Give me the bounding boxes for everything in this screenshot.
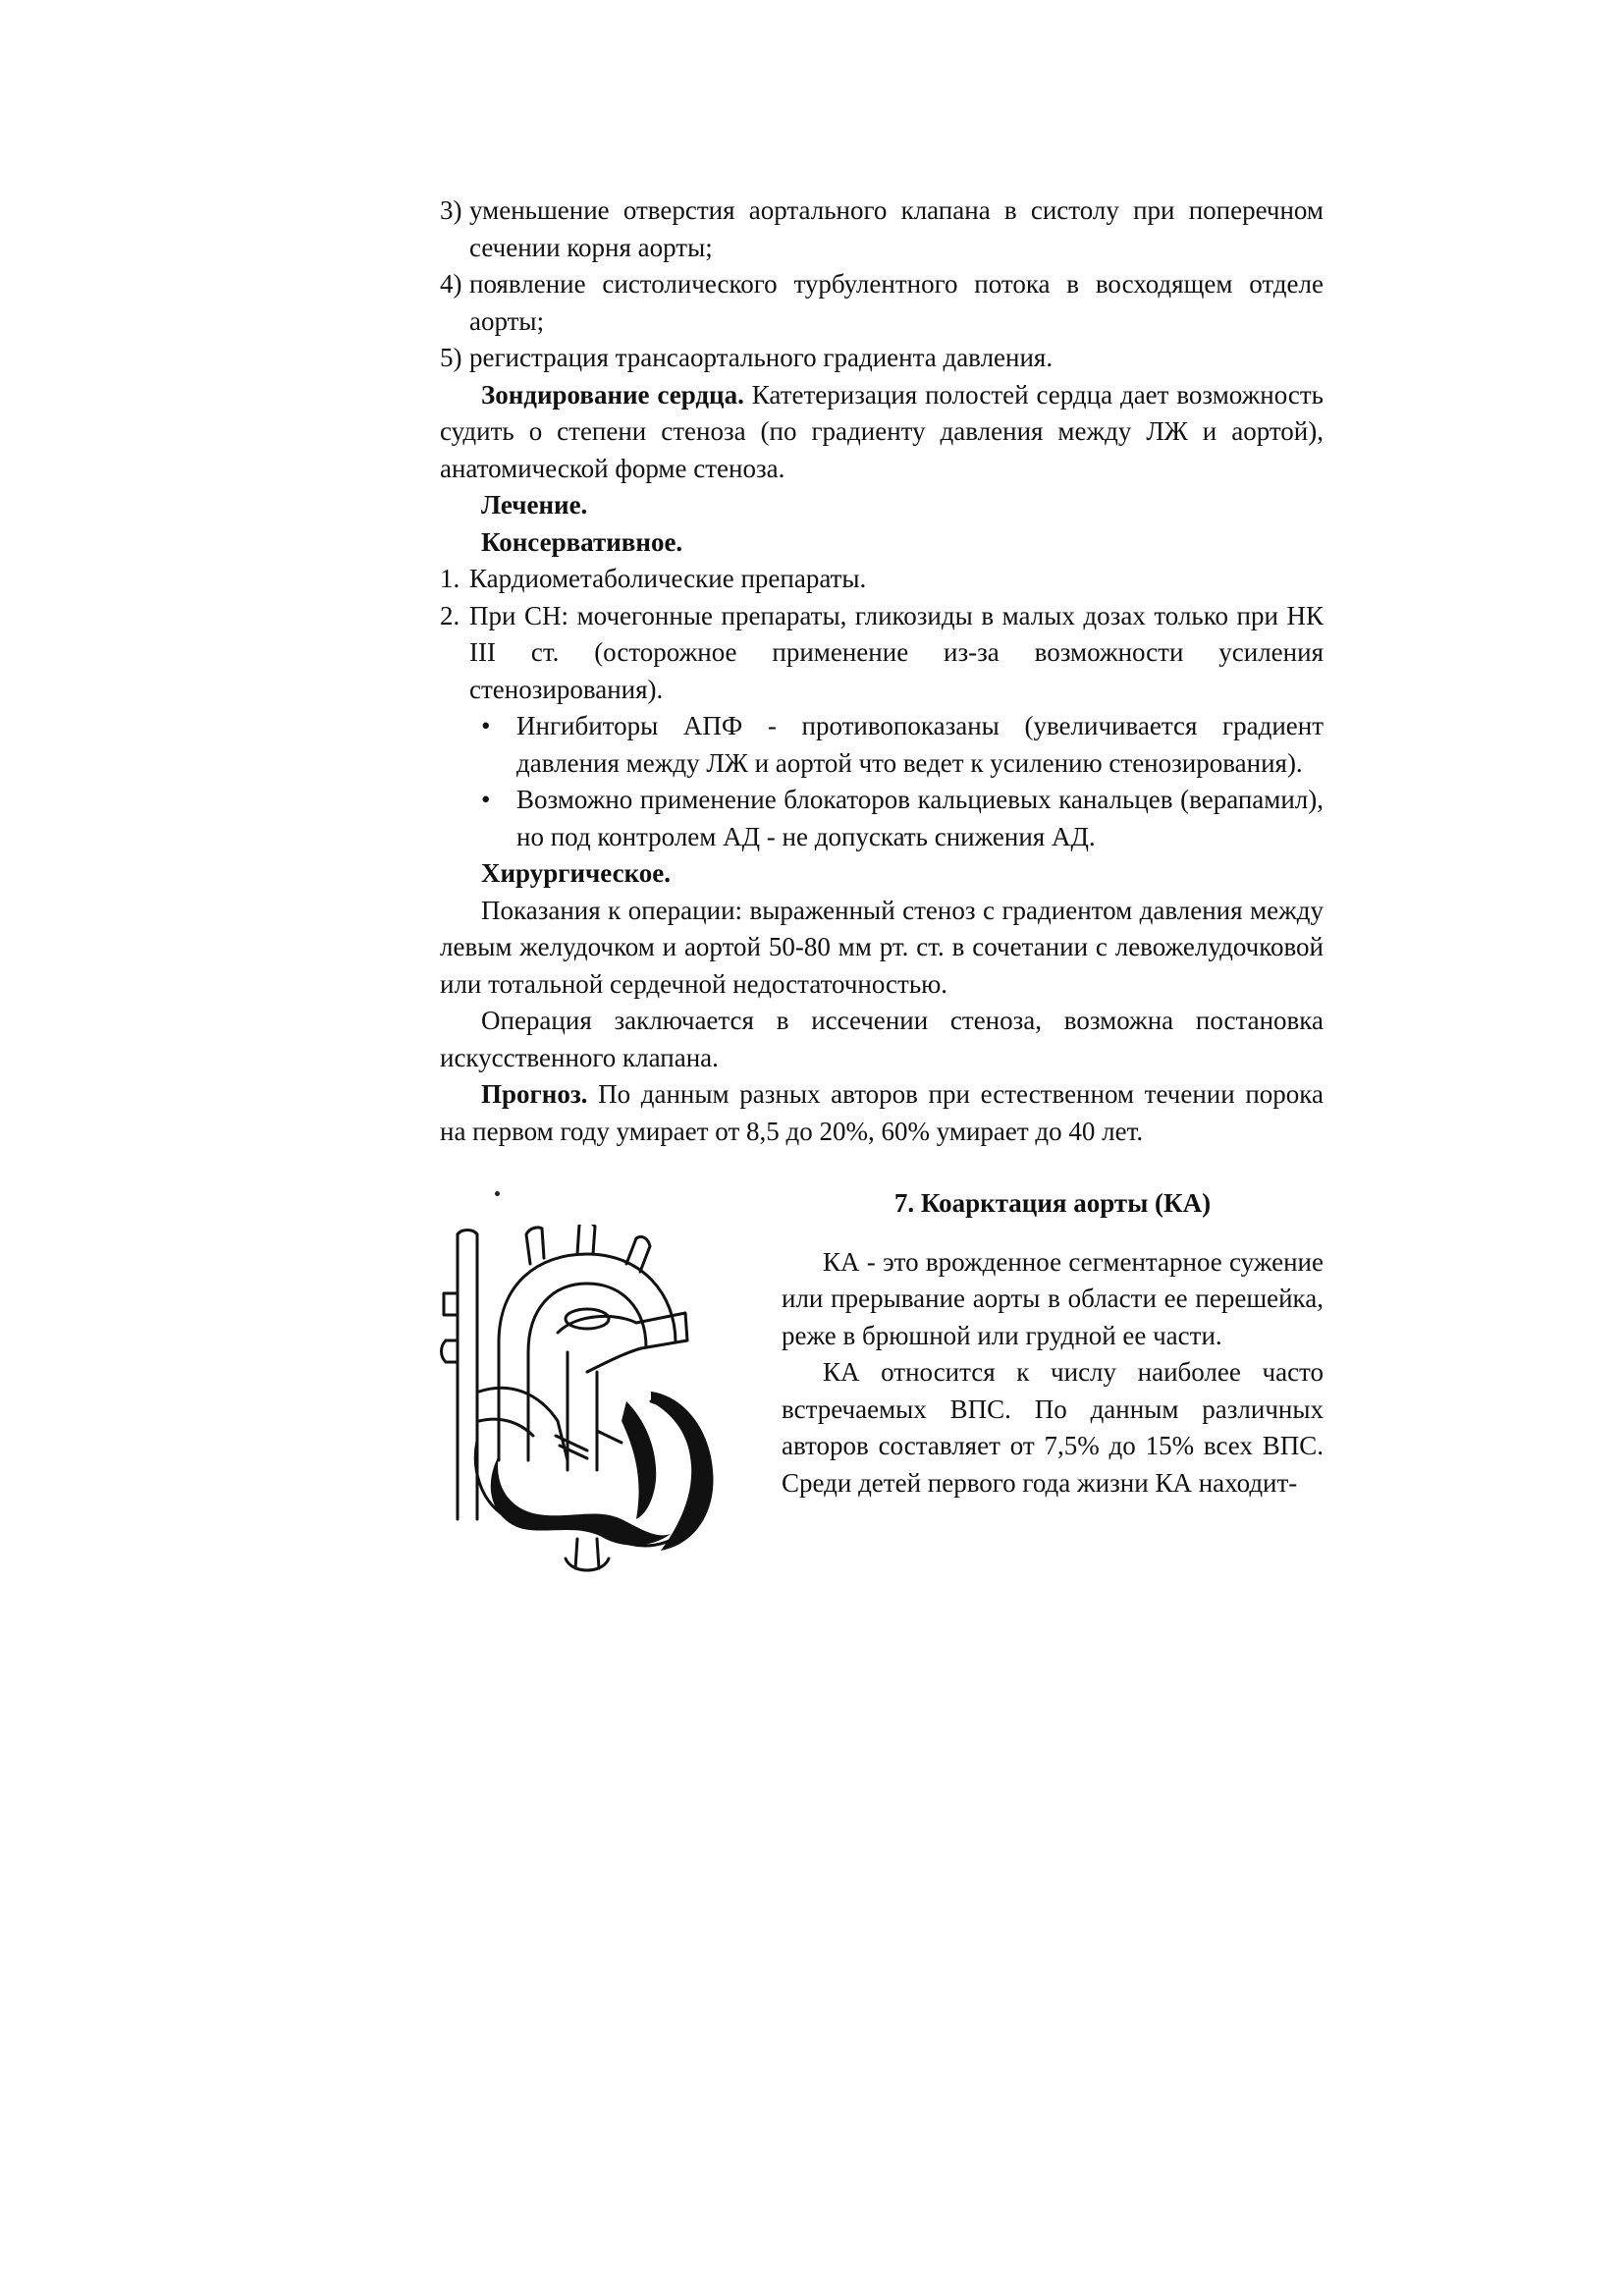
- surgical-paragraph: Показания к операции: выраженный стеноз с градиентом давления между левым желудочком и аортой 50-80 мм рт. ст. в сочетании с левожелудочковой или тотальной сердечной недостаточностью.: [440, 895, 1324, 999]
- list-text: уменьшение отверстия аортального клапана в систолу при поперечном сечении корня аорты;: [469, 195, 1324, 262]
- list-text: появление систолического турбулентного потока в восходящем отделе аорты;: [469, 269, 1324, 336]
- bullet-icon: •: [481, 785, 491, 814]
- diagnostic-list: [440, 192, 1324, 377]
- section-title: 7. Коарктация аорты (КА): [893, 1188, 1212, 1218]
- bullet-icon: •: [481, 711, 491, 740]
- surgical-paragraph: Операция заключается в иссечении стеноза, возможна постановка искусственного клапана.: [440, 1006, 1324, 1072]
- list-text: При СН: мочегонные препараты, гликозиды в малых дозах только при НК III ст. (осторожное применение из-за возможности усиления стенозирования).: [469, 600, 1324, 704]
- bullet-text: Возможно применение блокаторов кальциевых канальцев (верапамил), но под контролем АД - не допускать снижения АД.: [516, 785, 1324, 851]
- prognosis-text: По данным разных авторов при естественном течении порока на первом году умирает от 8,5 до 20%, 60% умирает до 40 лет.: [440, 1079, 1324, 1146]
- prognosis-paragraph: [440, 1076, 1324, 1150]
- list-item: [440, 340, 1324, 377]
- bullet-item: [440, 782, 1324, 855]
- coarctation-text-column: [782, 1185, 1324, 1502]
- bullet-item: [440, 708, 1324, 782]
- prognosis-label: Прогноз.: [481, 1079, 588, 1109]
- list-number: 5): [440, 343, 462, 372]
- probing-label: Зондирование сердца.: [481, 379, 744, 410]
- surgical-heading: Хирургическое.: [481, 858, 672, 888]
- list-number: 2.: [440, 600, 460, 630]
- conservative-heading: Консервативное.: [481, 526, 683, 557]
- probing-paragraph: [440, 377, 1324, 488]
- conservative-list: [440, 561, 1324, 708]
- list-item: [440, 598, 1324, 709]
- bullet-list: [440, 708, 1324, 855]
- list-text: регистрация трансаортального градиента давления.: [469, 343, 1054, 372]
- list-item: [440, 266, 1324, 340]
- coarctation-section: [440, 1185, 1324, 1608]
- coarctation-paragraph: КА - это врожденное сегментарное сужение или прерывание аорты в области ее перешейка, реже в брюшной или грудной ее части.: [782, 1246, 1324, 1350]
- list-number: 1.: [440, 564, 460, 593]
- coarctation-paragraph: КА относится к числу наиболее часто встречаемых ВПС. По данным различных авторов составляет от 7,5% до 15% всех ВПС. Среди детей первого года жизни КА находит-: [782, 1357, 1324, 1498]
- list-number: 3): [440, 195, 462, 225]
- print-speck: [495, 1191, 500, 1196]
- treatment-heading: Лечение.: [481, 490, 588, 519]
- heart-diagram-illustration: [440, 1225, 764, 1578]
- list-item: [440, 561, 1324, 598]
- list-number: 4): [440, 269, 462, 299]
- probing-text: Катетеризация полостей сердца дает возможность судить о степени стеноза (по градиенту давления между ЛЖ и аортой), анатомической форме стеноза.: [440, 379, 1324, 483]
- list-item: [440, 192, 1324, 266]
- bullet-text: Ингибиторы АПФ - противопоказаны (увеличивается градиент давления между ЛЖ и аортой что ведет к усилению стенозирования).: [516, 711, 1324, 778]
- page-content: [440, 192, 1324, 1608]
- list-text: Кардиометаболические препараты.: [469, 564, 867, 593]
